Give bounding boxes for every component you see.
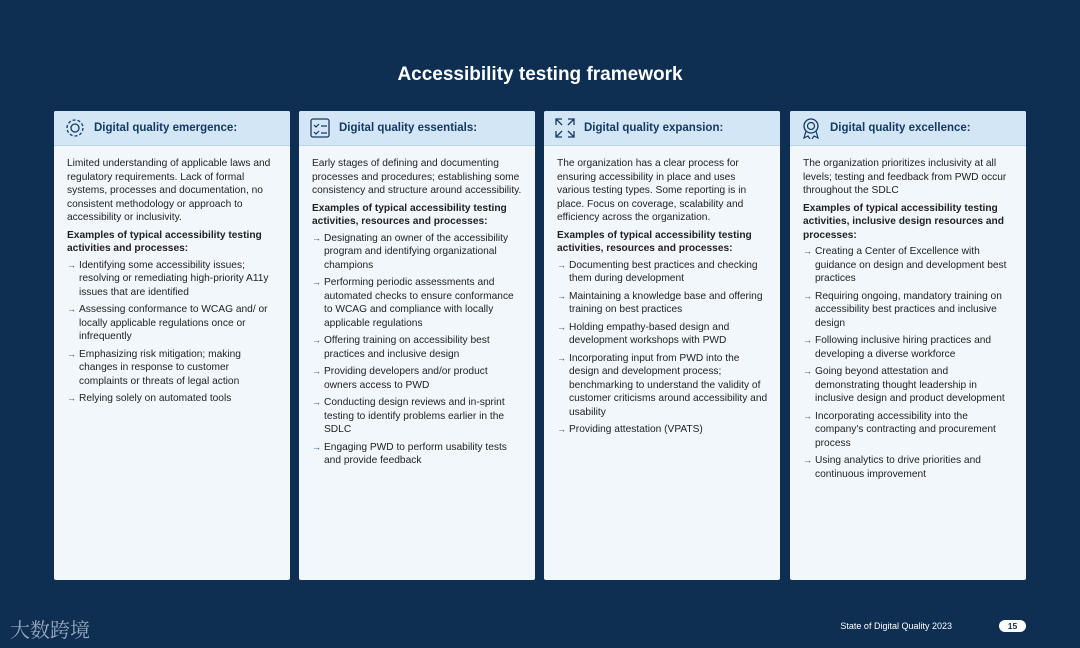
list-item: → Providing developers and/or product owners access to PWD	[312, 365, 523, 392]
list-item: → Emphasizing risk mitigation; making changes in response to customer complaints or threats of legal action	[67, 348, 278, 389]
list-item: → Performing periodic assessments and automated checks to ensure conformance to WCAG and compliance with locally applicable regulations	[312, 276, 523, 330]
framework-card	[54, 111, 290, 580]
framework-card	[544, 111, 780, 580]
list-item: → Following inclusive hiring practices and developing a diverse workforce	[803, 334, 1014, 361]
card-intro: Early stages of defining and documenting processes and procedures; establishing some consistency and structure around accessibility.	[312, 158, 522, 196]
card-intro: Limited understanding of applicable laws and regulatory requirements. Lack of formal systems, processes and documentation, no consistent methodology or approach to accessibility or inclusivity.	[67, 158, 271, 223]
card-intro: The organization prioritizes inclusivity at all levels; testing and feedback from PWD occur throughout the SDLC	[803, 158, 1007, 196]
footer-report-title: State of Digital Quality 2023	[840, 621, 952, 631]
card-header	[299, 111, 535, 146]
page-title: Accessibility testing framework	[397, 64, 683, 85]
framework-card	[790, 111, 1026, 580]
card-heading: Digital quality essentials:	[339, 122, 478, 134]
examples-list	[803, 245, 1014, 481]
list-item: → Creating a Center of Excellence with guidance on design and development best practices	[803, 245, 1014, 286]
list-item: → Going beyond attestation and demonstrating thought leadership in inclusive design and product development	[803, 365, 1014, 406]
examples-list	[312, 232, 523, 468]
list-item: → Maintaining a knowledge base and offering training on best practices	[557, 290, 768, 317]
list-item: → Using analytics to drive priorities and continuous improvement	[803, 454, 1014, 481]
card-intro: The organization has a clear process for ensuring accessibility in place and uses various testing types. Some reporting is in place. Focus on coverage, scalability and efficiency across the organization.	[557, 158, 747, 223]
list-item: → Holding empathy-based design and development workshops with PWD	[557, 321, 768, 348]
list-item: → Incorporating accessibility into the company's contracting and procurement process	[803, 410, 1014, 451]
list-item: → Conducting design reviews and in-sprint testing to identify problems earlier in the SDLC	[312, 396, 523, 437]
card-subheading: Examples of typical accessibility testing activities, resources and processes:	[312, 202, 507, 227]
card-subheading: Examples of typical accessibility testing activities and processes:	[67, 229, 262, 254]
list-item: → Designating an owner of the accessibility program and identifying organizational champions	[312, 232, 523, 273]
list-item: → Requiring ongoing, mandatory training on accessibility best practices and inclusive design	[803, 290, 1014, 331]
examples-list	[557, 259, 768, 437]
card-header	[544, 111, 780, 146]
card-subheading: Examples of typical accessibility testing activities, resources and processes:	[557, 229, 752, 254]
watermark-logo: 大数跨境	[10, 620, 90, 642]
list-item: → Assessing conformance to WCAG and/ or locally applicable regulations once or infrequently	[67, 303, 278, 344]
list-item: → Offering training on accessibility best practices and inclusive design	[312, 334, 523, 361]
list-item: → Relying solely on automated tools	[67, 392, 278, 406]
examples-list	[67, 259, 278, 406]
expand-icon	[554, 117, 576, 139]
list-item: → Engaging PWD to perform usability tests and provide feedback	[312, 441, 523, 468]
gear-icon	[64, 117, 86, 139]
list-item: → Incorporating input from PWD into the design and development process; benchmarking to understand the validity of customer criticisms around accessibility and usability	[557, 352, 768, 420]
list-item: → Documenting best practices and checking them during development	[557, 259, 768, 286]
award-icon	[800, 117, 822, 139]
list-item: → Identifying some accessibility issues; resolving or remediating high-priority A11y issues that are identified	[67, 259, 278, 300]
page-number: 15	[999, 620, 1026, 632]
card-subheading: Examples of typical accessibility testing activities, inclusive design resources and processes:	[803, 202, 1005, 241]
card-heading: Digital quality excellence:	[830, 122, 971, 134]
card-heading: Digital quality emergence:	[94, 122, 238, 134]
list-item: → Providing attestation (VPATS)	[557, 423, 768, 437]
checklist-icon	[309, 117, 331, 139]
card-header	[54, 111, 290, 146]
framework-card	[299, 111, 535, 580]
card-heading: Digital quality expansion:	[584, 122, 724, 134]
card-header	[790, 111, 1026, 146]
